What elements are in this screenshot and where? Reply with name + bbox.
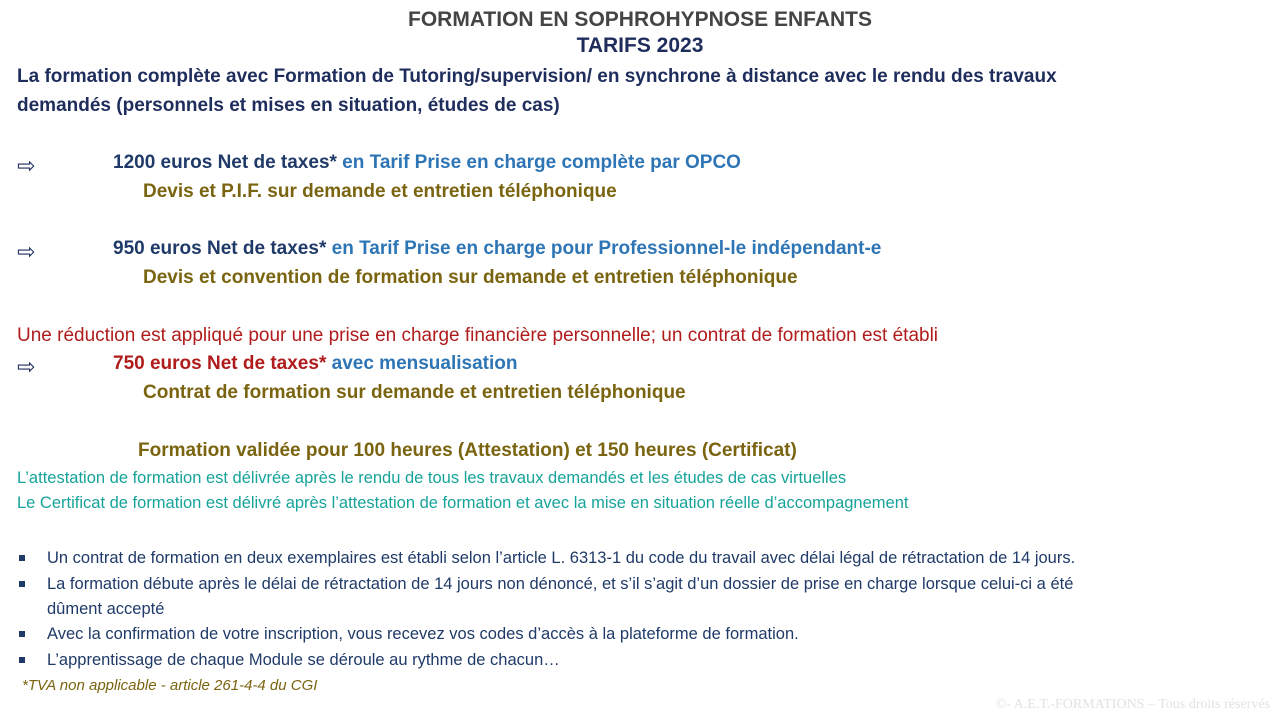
bullet-square-icon	[19, 631, 25, 637]
bullet-inscription: Avec la confirmation de votre inscription, vous recevez vos codes d’accès à la plateforme de formation.	[47, 625, 799, 643]
validation-headline: Formation validée pour 100 heures (Attestation) et 150 heures (Certificat)	[138, 440, 797, 461]
copyright-watermark: ©- A.E.T.-FORMATIONS – Tous droits réservés	[995, 697, 1270, 712]
bullet-rythme: L’apprentissage de chaque Module se déroule au rythme de chacun…	[47, 651, 560, 669]
page-title: FORMATION EN SOPHROHYPNOSE ENFANTS	[408, 8, 872, 31]
bullet-square-icon	[19, 555, 25, 561]
offer-label: en Tarif Prise en charge pour Professionnel-le indépendant-e	[326, 238, 882, 259]
offer-mensualisation	[113, 353, 518, 375]
intro-line-1: La formation complète avec Formation de Tutoring/supervision/ en synchrone à distance avec le rendu des travaux	[17, 66, 1057, 87]
tva-footnote: *TVA non applicable - article 261-4-4 du CGI	[22, 677, 318, 694]
offer-price: 750 euros Net de taxes*	[113, 353, 327, 374]
offer-independant	[113, 238, 881, 260]
offer-detail: Devis et P.I.F. sur demande et entretien téléphonique	[143, 181, 617, 202]
certificat-text: Le Certificat de formation est délivré après l’attestation de formation et avec la mise en situation réelle d’accompagnement	[17, 494, 909, 512]
offer-label: avec mensualisation	[326, 353, 518, 374]
offer-price: 950 euros Net de taxes*	[113, 238, 327, 259]
intro-line-2: demandés (personnels et mises en situation, études de cas)	[17, 95, 560, 116]
attestation-text: L’attestation de formation est délivrée après le rendu de tous les travaux demandés et les études de cas virtuelles	[17, 469, 847, 487]
bullet-contrat: Un contrat de formation en deux exemplaires est établi selon l’article L. 6313-1 du code du travail avec délai légal de rétractation de 14 jours.	[47, 549, 1076, 567]
bullet-debut: La formation débute après le délai de rétractation de 14 jours non dénoncé, et s’il s’agit d’un dossier de prise en charge lorsque celui-ci a été	[47, 575, 1074, 593]
offer-price: 1200 euros Net de taxes*	[113, 152, 337, 173]
bullet-square-icon	[19, 581, 25, 587]
offer-label: en Tarif Prise en charge complète par OPCO	[336, 152, 741, 173]
arrow-icon: ⇨	[17, 153, 36, 178]
page-subtitle: TARIFS 2023	[576, 34, 704, 57]
reduction-note: Une réduction est appliqué pour une prise en charge financière personnelle; un contrat de formation est établi	[17, 325, 939, 346]
offer-detail: Contrat de formation sur demande et entretien téléphonique	[143, 382, 686, 403]
arrow-icon: ⇨	[17, 239, 36, 264]
offer-detail: Devis et convention de formation sur demande et entretien téléphonique	[143, 267, 798, 288]
arrow-icon: ⇨	[17, 354, 36, 379]
bullet-debut-continued: dûment accepté	[47, 600, 165, 618]
bullet-square-icon	[19, 657, 25, 663]
offer-opco	[113, 152, 741, 174]
